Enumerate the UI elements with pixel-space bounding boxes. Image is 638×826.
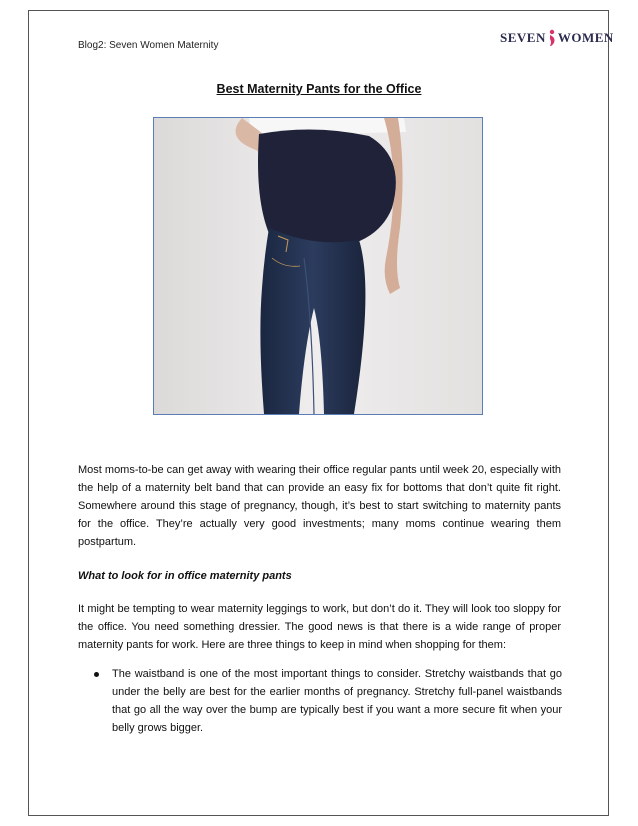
intro-paragraph: Most moms-to-be can get away with wearing their office regular pants until week 20, especially with the help of a maternity belt band that can provide an easy fix for bottoms that don’t quite fit right. Somewhere around this stage of pregnancy, though, it’s best to start switching to maternity pants for the office. They’re actually very good investments; many moms continue wearing them postpartum. (78, 464, 561, 548)
seven-women-logo (500, 28, 614, 48)
logo-mother-icon (547, 29, 557, 47)
list-item-text: The waistband is one of the most important things to consider. Stretchy waistbands that go under the belly are best for the earlier months of pregnancy. Stretchy full-panel waistbands that go all the way over the bump are typically best if you want a more secure fit when your belly grows bigger. (112, 668, 562, 734)
logo-text-right: WOMEN (557, 30, 614, 45)
section-subheading: What to look for in office maternity pants (78, 570, 292, 582)
body-paragraph: It might be tempting to wear maternity leggings to work, but don’t do it. They will look too sloppy for the office. You need something dressier. The good news is that there is a wide range of proper maternity pants for work. Here are three things to keep in mind when shopping for them: (78, 603, 561, 651)
article-title: Best Maternity Pants for the Office (216, 82, 422, 96)
tips-list (92, 665, 562, 737)
list-item (92, 665, 562, 737)
pants-illustration (154, 118, 482, 414)
logo-text-left: SEVEN (500, 30, 546, 45)
running-header: Blog2: Seven Women Maternity (78, 40, 219, 51)
bullet-icon (94, 672, 99, 677)
maternity-jeans-photo (153, 117, 483, 415)
